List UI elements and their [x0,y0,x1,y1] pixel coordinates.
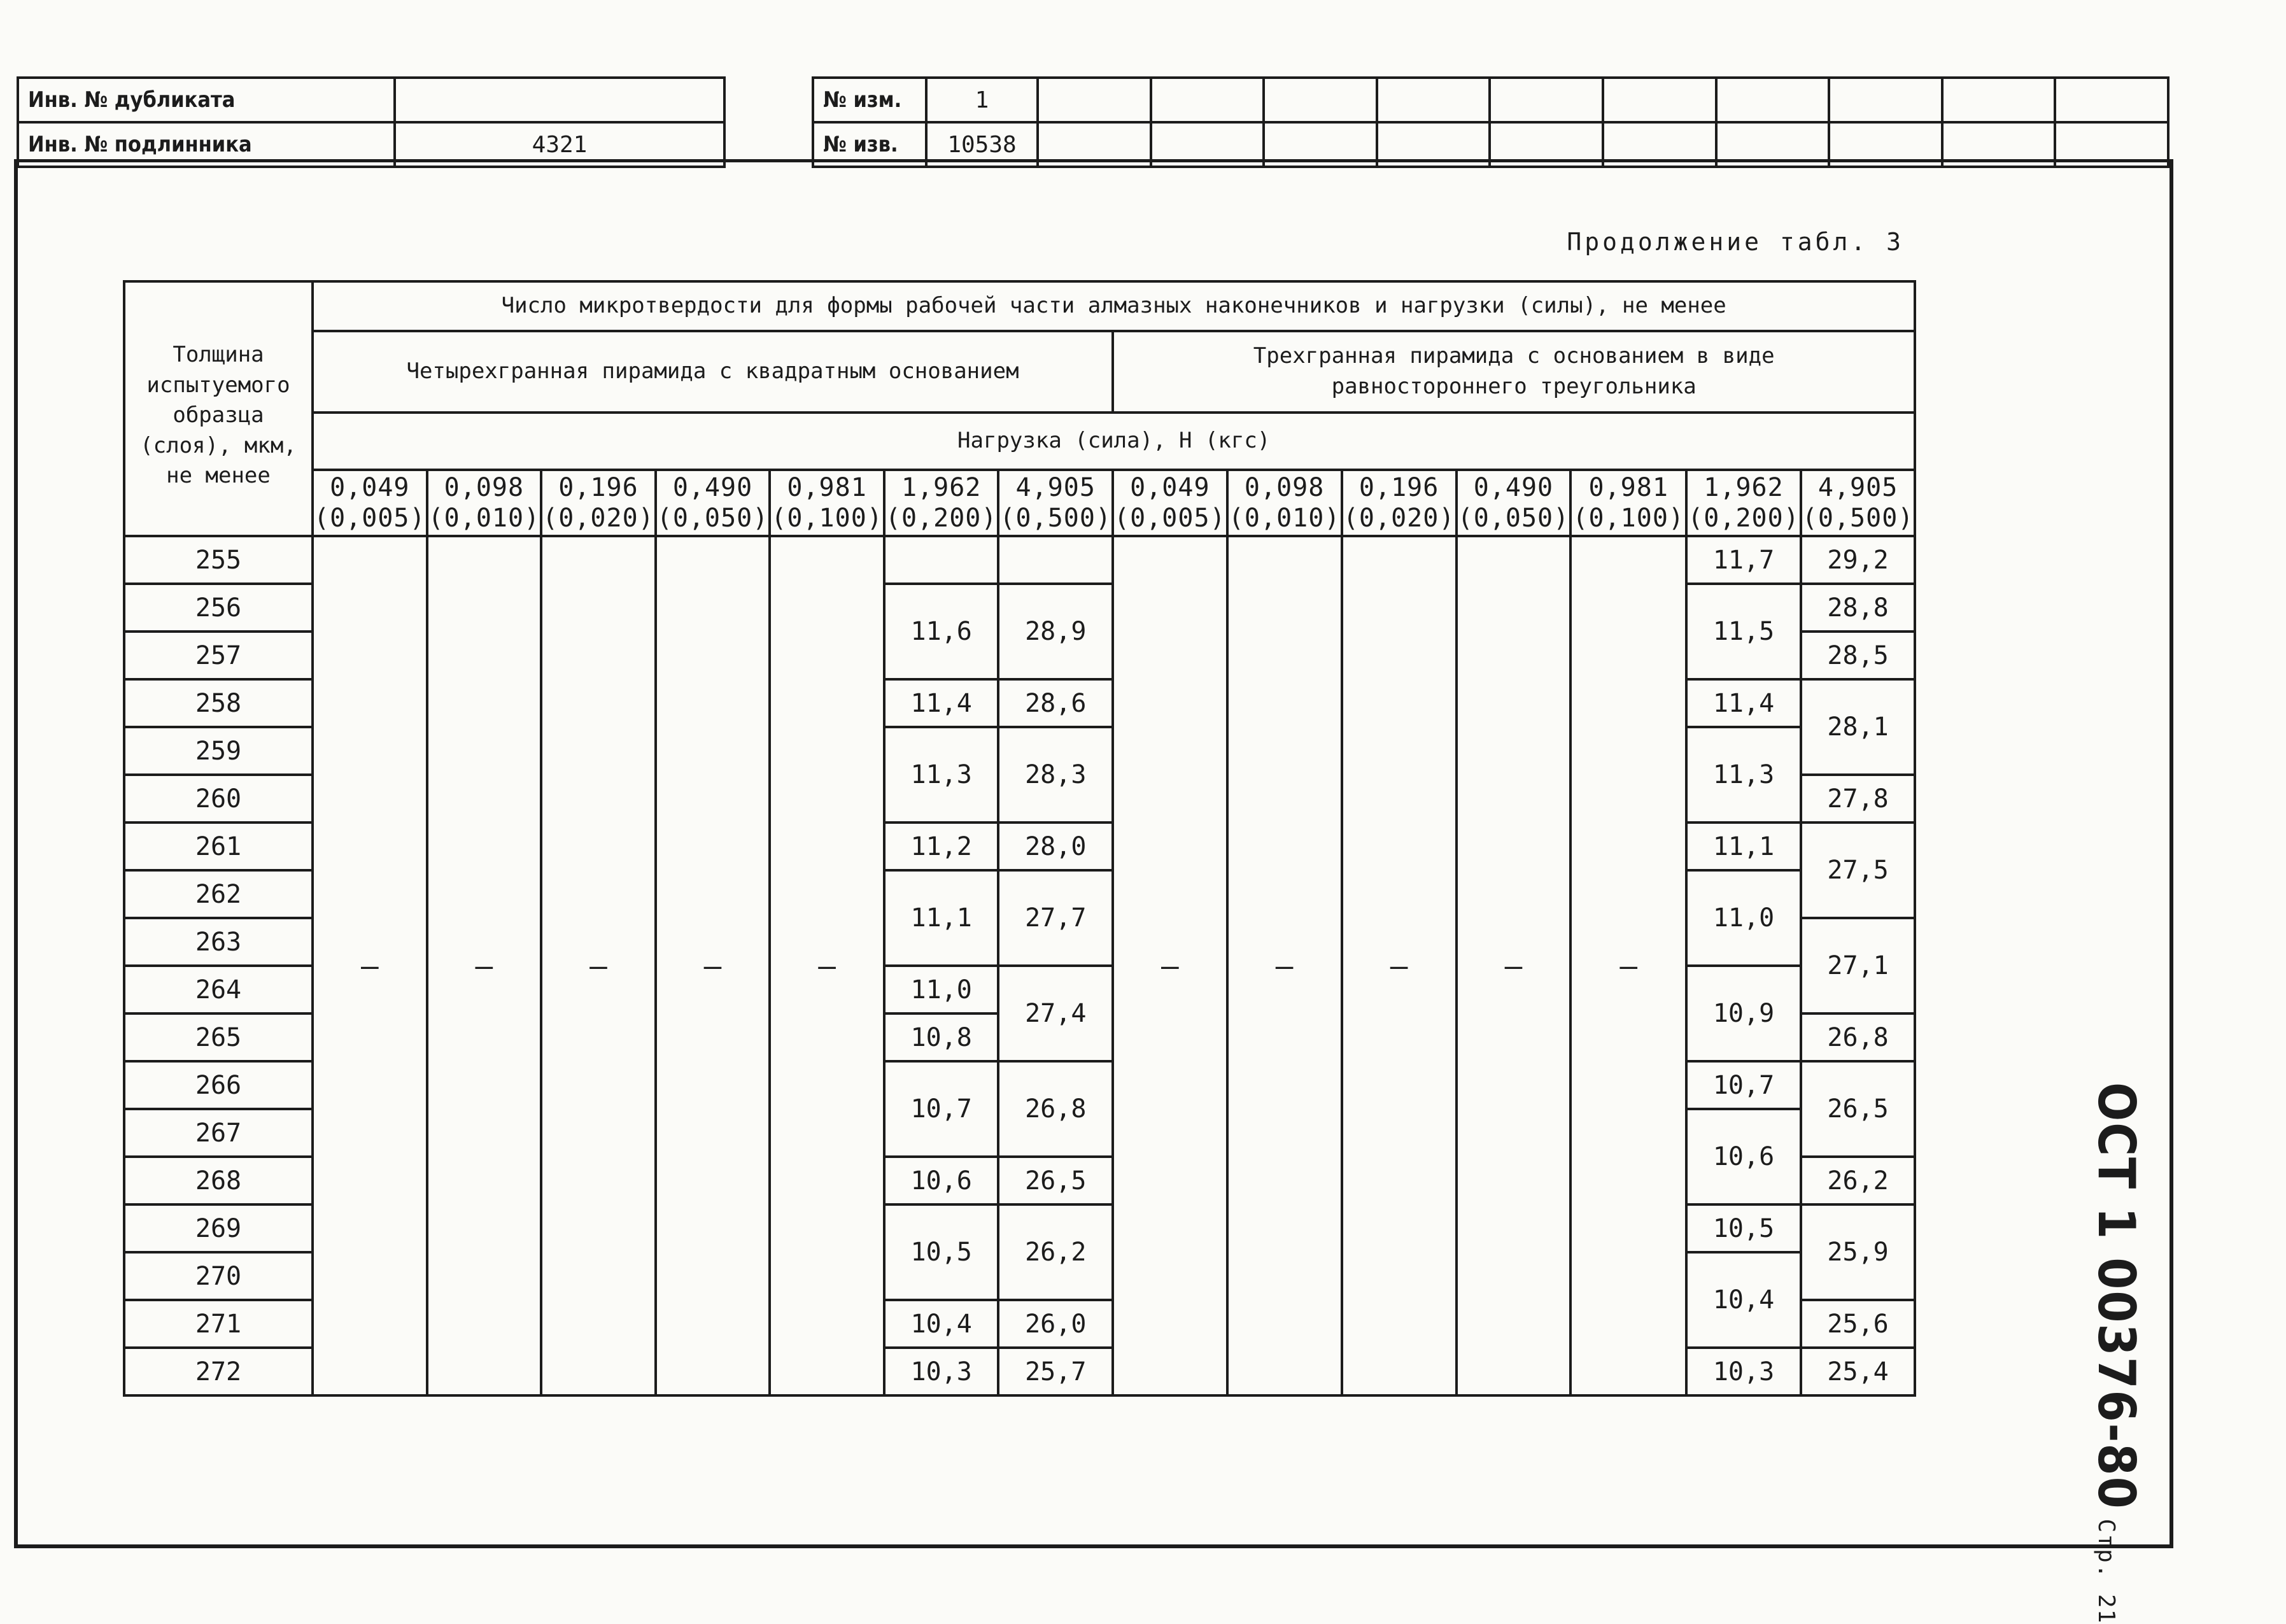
square-1962-cell: 11,6 [884,584,999,679]
thickness-cell: 262 [124,870,313,918]
thickness-cell: 266 [124,1061,313,1109]
thickness-cell: 267 [124,1109,313,1157]
triangle-dash-cell: – [1227,536,1342,1395]
square-dash-cell: – [427,536,542,1395]
load-newton: 0,098 [1244,473,1325,502]
load-header-cell [770,470,884,536]
load-newton: 4,905 [1817,473,1898,502]
square-4905-cell: 27,4 [998,966,1113,1061]
load-header-cell [1801,470,1916,536]
notice-no-value: 10538 [926,122,1038,167]
square-1962-cell: 11,3 [884,727,999,823]
square-4905-cell: 26,8 [998,1061,1113,1157]
thickness-cell: 268 [124,1157,313,1204]
square-1962-cell: 10,5 [884,1204,999,1300]
inventory-stamp [17,76,726,168]
triangle-1962-cell: 10,4 [1686,1252,1801,1348]
square-dash-cell: – [770,536,884,1395]
triangle-1962-cell: 10,7 [1686,1061,1801,1109]
load-newton: 4,905 [1015,473,1096,502]
square-dash-cell: – [656,536,770,1395]
triangular-pyramid-header: Трехгранная пирамида с основанием в виде равностороннего треугольника [1113,331,1915,413]
thickness-cell: 261 [124,823,313,870]
load-kgs: (0,500) [999,504,1112,533]
document-code-block [2074,1082,2189,1624]
square-4905-cell: 26,5 [998,1157,1113,1204]
original-inv-value: 4321 [395,122,724,167]
square-4905-cell: 28,0 [998,823,1113,870]
load-newton: 0,981 [1588,473,1669,502]
thickness-header: Толщина испытуемого образца (слоя), мкм, не менее [124,281,313,536]
load-kgs: (0,010) [1228,504,1341,533]
square-1962-cell: 11,4 [884,679,999,727]
load-header-cell [1457,470,1571,536]
thickness-cell: 264 [124,966,313,1013]
thickness-cell: 258 [124,679,313,727]
triangle-1962-cell: 11,0 [1686,870,1801,966]
table-row [124,536,1915,584]
triangle-4905-cell: 27,5 [1801,823,1916,918]
load-header-cell [1227,470,1342,536]
triangle-1962-cell: 10,5 [1686,1204,1801,1252]
triangle-4905-cell: 28,8 [1801,584,1916,632]
load-header-cell [1686,470,1801,536]
triangle-4905-cell: 27,8 [1801,775,1916,823]
microhardness-table [123,280,1916,1397]
triangle-1962-cell: 11,3 [1686,727,1801,823]
thickness-cell: 272 [124,1348,313,1395]
load-header-cell [427,470,542,536]
thickness-cell: 259 [124,727,313,775]
triangle-4905-cell: 26,8 [1801,1013,1916,1061]
square-4905-cell: 26,0 [998,1300,1113,1348]
thickness-cell: 269 [124,1204,313,1252]
square-4905-cell: 25,7 [998,1348,1113,1395]
square-1962-cell: 10,7 [884,1061,999,1157]
triangle-4905-cell: 25,9 [1801,1204,1916,1300]
load-newton: 0,049 [330,473,410,502]
load-header-cell [1113,470,1227,536]
load-newton: 0,196 [558,473,639,502]
load-kgs: (0,500) [1802,504,1914,533]
load-kgs: (0,005) [314,504,426,533]
triangle-4905-cell: 29,2 [1801,536,1916,584]
empty-cell [998,536,1113,584]
load-header-cell [541,470,656,536]
load-newton: 1,962 [901,473,982,502]
duplicate-inv-label: Инв. № дубликата [18,78,395,122]
triangle-4905-cell: 26,2 [1801,1157,1916,1204]
triangle-4905-cell: 27,1 [1801,918,1916,1013]
triangle-dash-cell: – [1570,536,1686,1395]
triangle-4905-cell: 28,1 [1801,679,1916,775]
square-4905-cell: 28,6 [998,679,1113,727]
notice-no-label: № изв. [813,122,926,167]
square-4905-cell: 27,7 [998,870,1113,966]
load-kgs: (0,200) [1688,504,1800,533]
square-1962-cell: 10,3 [884,1348,999,1395]
load-newton: 0,490 [1473,473,1554,502]
thickness-cell: 263 [124,918,313,966]
thickness-cell: 260 [124,775,313,823]
square-1962-cell: 10,4 [884,1300,999,1348]
load-newton: 0,981 [787,473,867,502]
load-header-cell [884,470,999,536]
page-number: Стр. 21 [2093,1518,2119,1624]
load-kgs: (0,005) [1114,504,1226,533]
thickness-cell: 257 [124,632,313,679]
main-header: Число микротвердости для формы рабочей части алмазных наконечников и нагрузки (силы), не менее [313,281,1915,331]
load-newton: 0,490 [672,473,753,502]
load-kgs: (0,020) [1343,504,1455,533]
change-no-value: 1 [926,78,1038,122]
square-pyramid-header: Четырехгранная пирамида с квадратным основанием [313,331,1113,413]
empty-cell [884,536,999,584]
triangle-4905-cell: 25,4 [1801,1348,1916,1395]
square-1962-cell: 10,8 [884,1013,999,1061]
load-kgs: (0,010) [428,504,540,533]
load-kgs: (0,100) [1572,504,1684,533]
square-1962-cell: 11,2 [884,823,999,870]
thickness-cell: 271 [124,1300,313,1348]
triangle-dash-cell: – [1113,536,1227,1395]
thickness-cell: 265 [124,1013,313,1061]
load-newton: 0,098 [444,473,525,502]
load-header-cell [1570,470,1686,536]
triangle-1962-cell: 11,4 [1686,679,1801,727]
load-kgs: (0,050) [656,504,769,533]
load-header-cell [656,470,770,536]
square-4905-cell: 26,2 [998,1204,1113,1300]
load-newton: 1,962 [1704,473,1784,502]
square-1962-cell: 11,1 [884,870,999,966]
load-header-cell [998,470,1113,536]
triangle-1962-cell: 10,9 [1686,966,1801,1061]
change-no-label: № изм. [813,78,926,122]
load-kgs: (0,100) [771,504,883,533]
load-newton: 0,049 [1130,473,1210,502]
table-continuation-caption: Продолжение табл. 3 [1567,228,1904,256]
triangle-4905-cell: 26,5 [1801,1061,1916,1157]
thickness-cell: 270 [124,1252,313,1300]
load-kgs: (0,200) [885,504,998,533]
revision-stamp [812,76,2170,168]
square-4905-cell: 28,3 [998,727,1113,823]
duplicate-inv-value [395,78,724,122]
load-kgs: (0,050) [1457,504,1570,533]
load-header: Нагрузка (сила), Н (кгс) [313,413,1915,470]
thickness-cell: 255 [124,536,313,584]
triangle-1962-cell: 10,6 [1686,1109,1801,1204]
square-1962-cell: 10,6 [884,1157,999,1204]
original-inv-label: Инв. № подлинника [18,122,395,167]
square-dash-cell: – [313,536,427,1395]
thickness-cell: 256 [124,584,313,632]
document-code: ОСТ 1 00376-80 [2087,1082,2146,1510]
triangle-dash-cell: – [1342,536,1457,1395]
triangle-1962-cell: 11,7 [1686,536,1801,584]
load-newton: 0,196 [1358,473,1439,502]
load-header-cell [1342,470,1457,536]
square-1962-cell: 11,0 [884,966,999,1013]
triangle-4905-cell: 25,6 [1801,1300,1916,1348]
triangle-dash-cell: – [1457,536,1571,1395]
load-header-cell [313,470,427,536]
triangle-1962-cell: 11,5 [1686,584,1801,679]
square-dash-cell: – [541,536,656,1395]
square-4905-cell: 28,9 [998,584,1113,679]
triangle-1962-cell: 10,3 [1686,1348,1801,1395]
triangle-1962-cell: 11,1 [1686,823,1801,870]
load-kgs: (0,020) [542,504,654,533]
triangle-4905-cell: 28,5 [1801,632,1916,679]
